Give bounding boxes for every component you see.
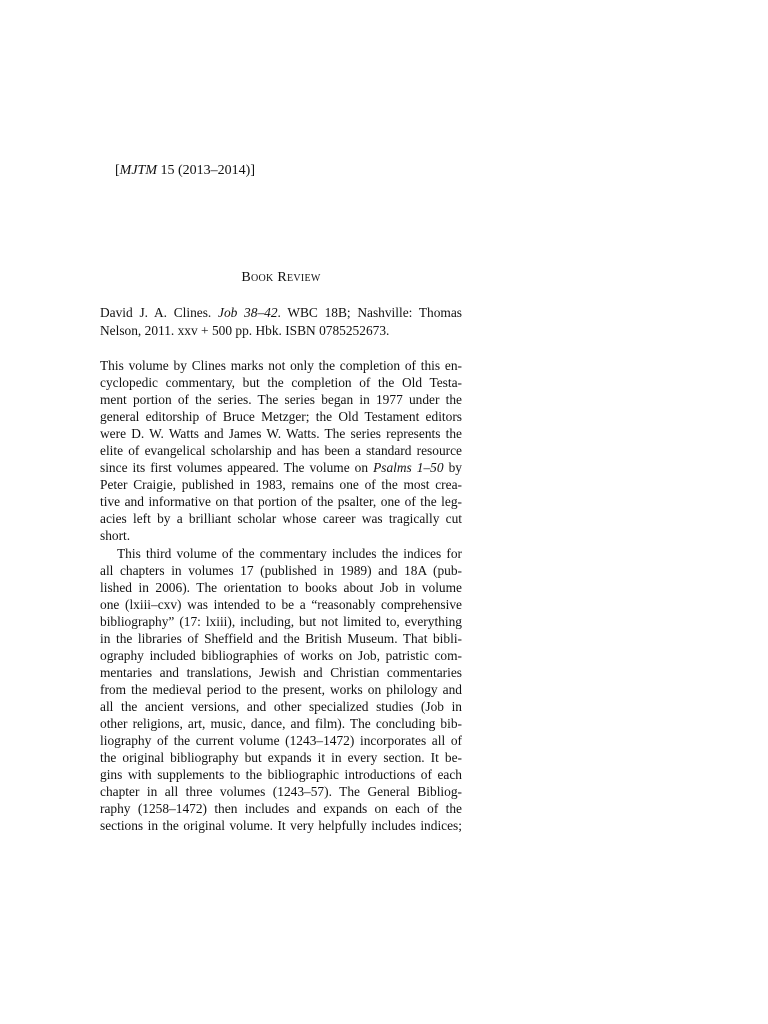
text-line: all the ancient versions, and other specialized studies (Job in: [100, 698, 462, 714]
text-line: ography included bibliographies of works on Job, patristic com-: [100, 647, 462, 663]
paragraph-2: [100, 545, 462, 835]
text-line: tive and informative on that portion of the psalter, one of the leg-: [100, 494, 462, 510]
citation-title: Job 38–42: [218, 305, 278, 320]
text-line: elite of evangelical scholarship and has been a standard resource: [100, 443, 462, 459]
text-line: This third volume of the commentary includes the indices for: [117, 545, 462, 561]
text-line: raphy (1258–1472) then includes and expands on each of the: [100, 801, 462, 817]
text-line: other religions, art, music, dance, and film). The concluding bib-: [100, 715, 462, 731]
text-line: mentaries and translations, Jewish and Christian commentaries: [100, 664, 462, 680]
text-line: chapter in all three volumes (1243–57). The General Bibliog-: [100, 784, 462, 800]
text-line: Peter Craigie, published in 1983, remains one of the most crea-: [100, 477, 462, 493]
review-body: [100, 357, 462, 834]
text-line: in the libraries of Sheffield and the British Museum. That bibli-: [100, 630, 462, 646]
psalms-title: Psalms 1–50: [373, 460, 444, 476]
section-heading: Book Review: [241, 270, 321, 285]
text-line: gins with supplements to the bibliographic introductions of each: [100, 767, 462, 783]
citation-author: David J. A. Clines.: [100, 305, 218, 320]
text-line: the original bibliography but expands it in every section. It be-: [100, 750, 462, 766]
text-line: liography of the current volume (1243–1472) incorporates all of: [100, 733, 462, 749]
volume-years: 15 (2013–2014)]: [157, 163, 255, 178]
citation-line: Nelson, 2011. xxv + 500 pp. Hbk. ISBN 0785252673.: [100, 323, 390, 338]
text-line: lished in 2006). The orientation to books about Job in volume: [100, 579, 462, 595]
text-line: all chapters in volumes 17 (published in 1989) and 18A (pub-: [100, 562, 462, 578]
text-line: general editorship of Bruce Metzger; the Old Testament editors: [100, 409, 462, 425]
paragraph-1: [100, 357, 462, 545]
book-citation: [100, 304, 462, 340]
text-line: one (lxiii–cxv) was intended to be a “reasonably comprehensive: [100, 596, 462, 612]
text-line: were D. W. Watts and James W. Watts. The series represents the: [100, 426, 462, 442]
journal-reference: [115, 162, 255, 180]
journal-abbreviation: MJTM: [119, 163, 157, 178]
text-line: since its first volumes appeared. The volume on Psalms 1–50 by: [100, 460, 462, 476]
citation-details: . WBC 18B; Nashville: Thomas: [277, 305, 462, 320]
text-line: from the medieval period to the present, works on philology and: [100, 681, 462, 697]
text-line: acies left by a brilliant scholar whose career was tragically cut: [100, 511, 462, 527]
text-line: bibliography” (17: lxiii), including, but not limited to, everything: [100, 613, 462, 629]
text-line: short.: [100, 528, 131, 544]
text-line: sections in the original volume. It very helpfully includes indices;: [100, 818, 462, 834]
text-line: This volume by Clines marks not only the completion of this en-: [100, 358, 462, 373]
text-line: ment portion of the series. The series began in 1977 under the: [100, 392, 462, 408]
bracket: [: [115, 163, 120, 178]
citation-line: [100, 304, 462, 322]
text-line: cyclopedic commentary, but the completion of the Old Testa-: [100, 375, 462, 391]
